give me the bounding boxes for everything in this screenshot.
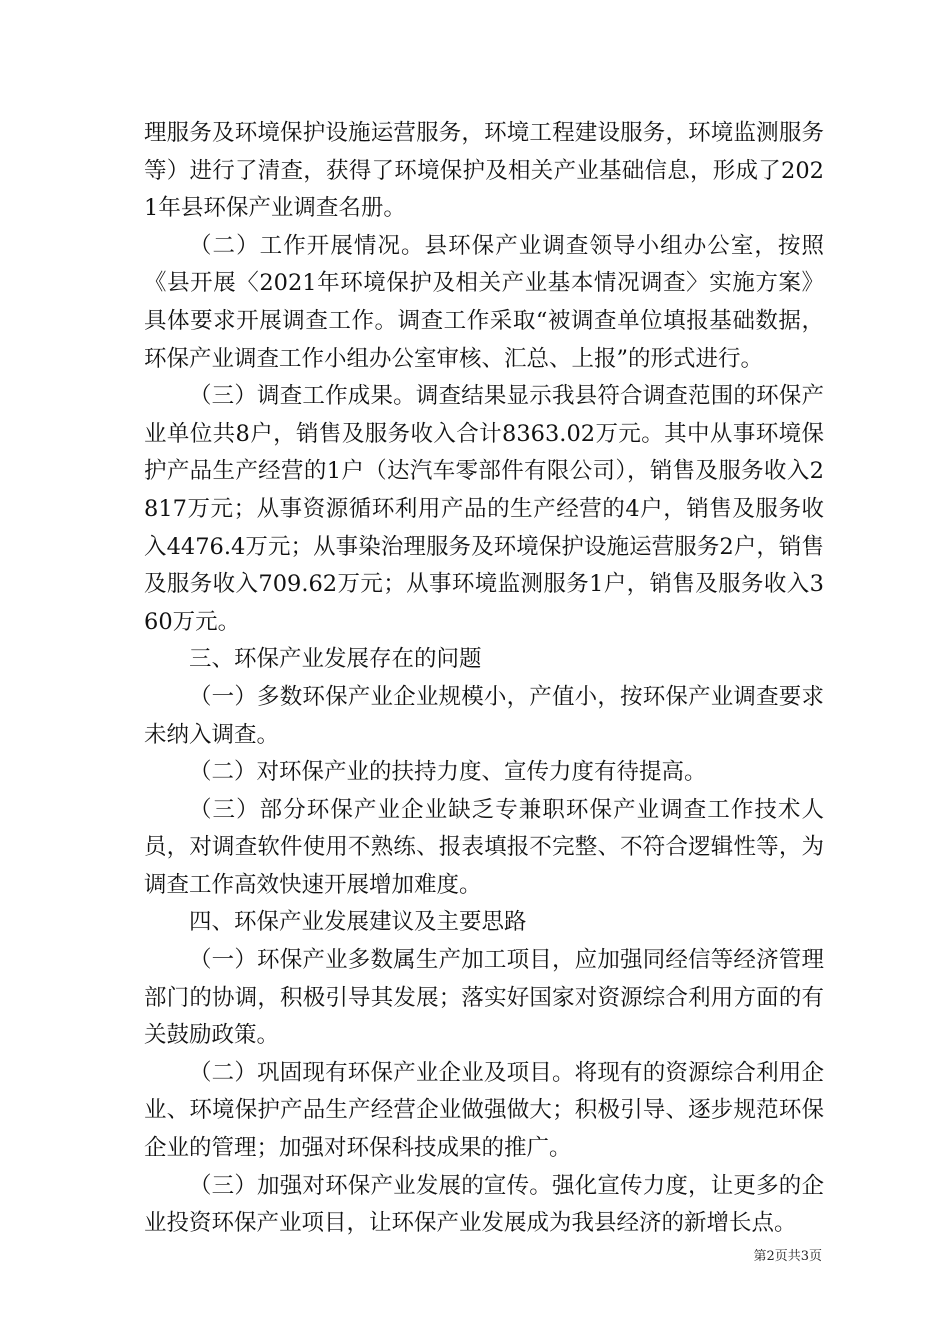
paragraph-problem-3: （三）部分环保产业企业缺乏专兼职环保产业调查工作技术人员，对调查软件使用不熟练、报表填报不完整、不符合逻辑性等，为调查工作高效快速开展增加难度。	[144, 796, 824, 898]
paragraph-work-progress: （二）工作开展情况。县环保产业调查领导小组办公室，按照《县开展〈2021年环境保护及相关产业基本情况调查〉实施方案》具体要求开展调查工作。调查工作采取“被调查单位填报基础数据，环保产业调查工作小组办公室审核、汇总、上报”的形式进行。	[144, 232, 824, 372]
document-body	[144, 115, 824, 1243]
paragraph-suggestion-3: （三）加强对环保产业发展的宣传。强化宣传力度，让更多的企业投资环保产业项目，让环保产业发展成为我县经济的新增长点。	[144, 1172, 824, 1237]
section-heading-problems: 三、环保产业发展存在的问题	[189, 646, 482, 673]
paragraph-suggestion-2: （二）巩固现有环保产业企业及项目。将现有的资源综合利用企业、环境保护产品生产经营企业做强做大；积极引导、逐步规范环保企业的管理；加强对环保科技成果的推广。	[144, 1059, 824, 1162]
paragraph-problem-2: （二）对环保产业的扶持力度、宣传力度有待提高。	[189, 759, 707, 786]
section-heading-suggestions: 四、环保产业发展建议及主要思路	[189, 909, 527, 936]
paragraph-suggestion-1: （一）环保产业多数属生产加工项目，应加强同经信等经济管理部门的协调，积极引导其发展；落实好国家对资源综合利用方面的有关鼓励政策。	[144, 947, 824, 1049]
page-number: 第2页共3页	[753, 1249, 822, 1264]
paragraph-continuation: 理服务及环境保护设施运营服务，环境工程建设服务，环境监测服务等）进行了清查，获得了环境保护及相关产业基础信息，形成了2021年县环保产业调查名册。	[144, 120, 824, 222]
paragraph-problem-1: （一）多数环保产业企业规模小，产值小，按环保产业调查要求未纳入调查。	[144, 683, 824, 748]
paragraph-survey-results: （三）调查工作成果。调查结果显示我县符合调查范围的环保产业单位共8户，销售及服务收入合计8363.02万元。其中从事环境保护产品生产经营的1户（达汽车零部件有限公司），销售及服务收入2817万元；从事资源循环利用产品的生产经营的4户，销售及服务收入4476.4万元；从事染治理服务及环境保护设施运营服务2户，销售及服务收入709.62万元；从事环境监测服务1户，销售及服务收入360万元。	[144, 383, 824, 635]
